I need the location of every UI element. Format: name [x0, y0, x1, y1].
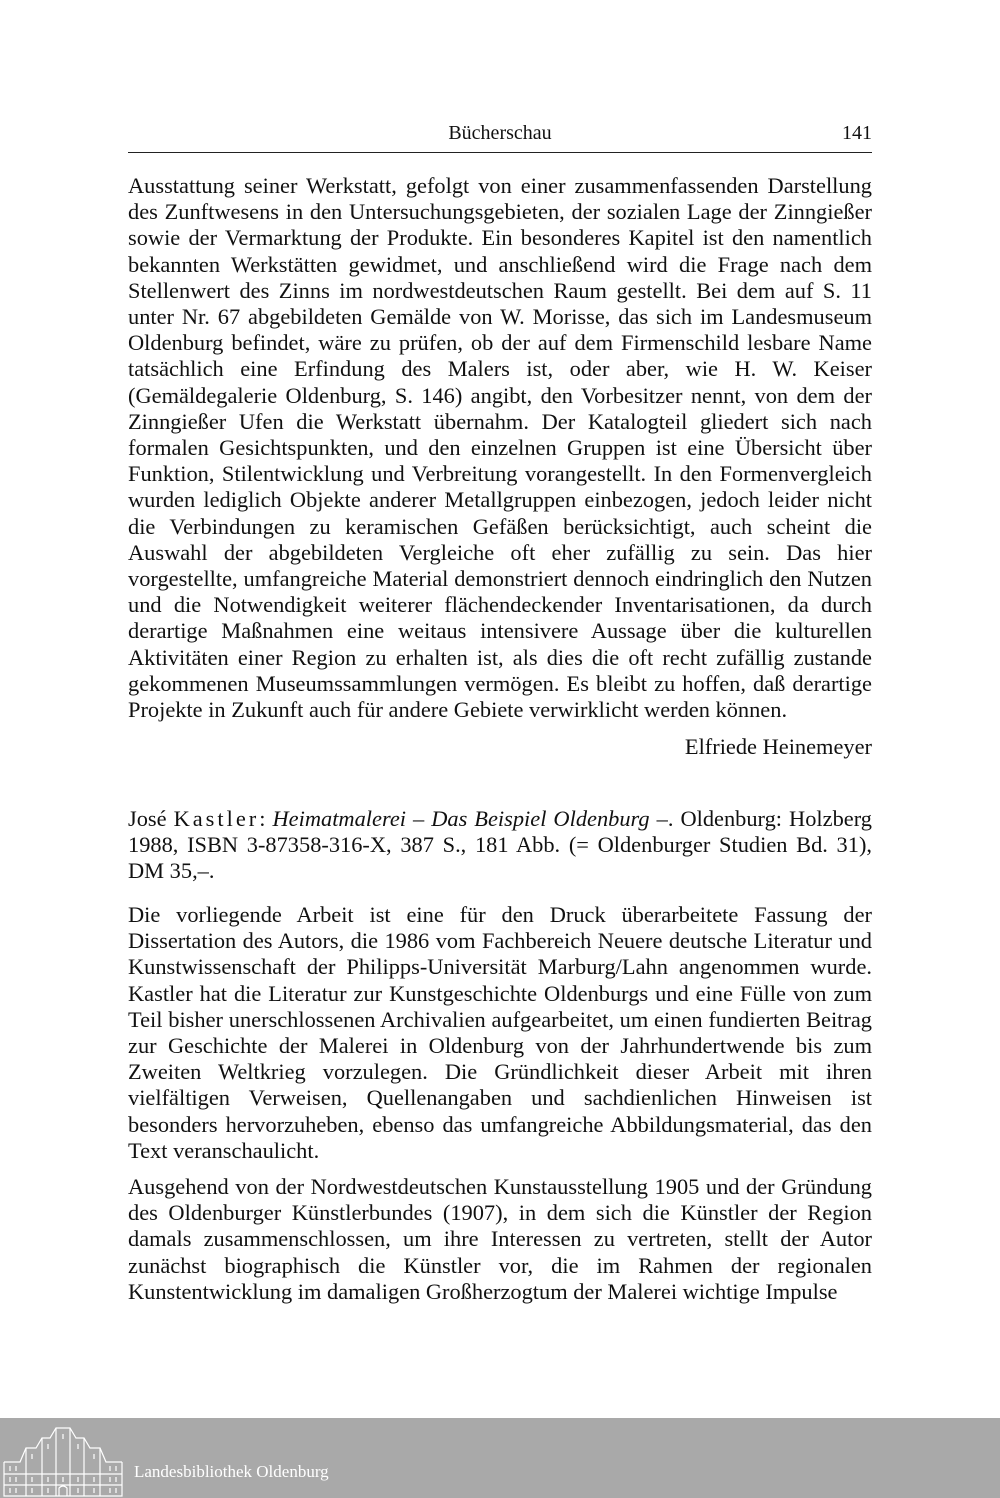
reviewer-signature: Elfriede Heinemeyer: [684, 734, 872, 759]
citation-separator: :: [259, 806, 266, 831]
page-header: [128, 118, 872, 153]
library-building-icon: [0, 1418, 126, 1498]
publication-details: –. Oldenburg: Holzberg 1988, ISBN 3-87358-316-X, 387 S., 181 Abb. (= Oldenburger Studien Bd. 31), DM 35,–.: [128, 806, 872, 884]
library-name: Landesbibliothek Oldenburg: [134, 1462, 329, 1481]
book-title: Heimatmalerei – Das Beispiel Oldenburg: [272, 806, 650, 831]
review-paragraph: Ausgehend von der Nordwestdeutschen Kunstausstellung 1905 und der Gründung des Oldenburger Künstlerbundes (1907), in dem sich die Künstler der Region damals zusammenschlossen, um ihre Interessen zu vertreten, stellt der Autor zunächst biographisch die Künstler vor, die im Rahmen der regionalen Kunstentwicklung im damaligen Großherzogtum der Malerei wichtige Impulse: [128, 1174, 872, 1304]
author-first-name: José: [128, 806, 167, 831]
book-citation: [128, 806, 872, 885]
author-last-name: Kastler: [173, 806, 260, 831]
footer-bar: [0, 1418, 1000, 1498]
review-text-continued: Ausstattung seiner Werkstatt, gefolgt von einer zusammenfassenden Darstellung des Zunftwesens in den Untersuchungsgebieten, der sozialen Lage der Zinngießer sowie der Vermarktung der Produkte. Ein besonderes Kapitel ist den namentlich bekannten Werkstätten gewidmet, und anschließend wird die Frage nach dem Stellenwert des Zinns im nordwestdeutschen Raum gestellt. Bei dem auf S. 11 unter Nr. 67 abgebildeten Gemälde von W. Morisse, das sich im Landesmuseum Oldenburg befindet, wäre zu prüfen, ob der auf dem Firmenschild lesbare Name tatsächlich eine Erfindung des Malers ist, oder aber, wie H. W. Keiser (Gemäldegalerie Oldenburg, S. 146) angibt, den Vorbesitzer nennt, von dem der Zinngießer Ufen die Werkstatt übernahm. Der Katalogteil gliedert sich nach formalen Gesichtspunkten, und den einzelnen Gruppen ist eine Übersicht über Funktion, Stilentwicklung und Verbreitung vorangestellt. In den Formenvergleich wurden lediglich Objekte anderer Metallgruppen einbezogen, jedoch leider nicht die Verbindungen zu keramischen Gefäßen berücksichtigt, auch scheint die Auswahl der abgebildeten Vergleiche oft eher zufällig zu sein. Das hier vorgestellte, umfangreiche Material demonstriert dennoch eindringlich den Nutzen und die Notwendigkeit weiterer flächendeckender Inventarisationen, da durch derartige Maßnahmen eine weitaus intensivere Aussage über die kulturellen Aktivitäten einer Region zu erhalten ist, als dies die oft recht zufällig zustande gekommenen Museumssammlungen vermögen. Es bleibt zu hoffen, daß derartige Projekte in Zukunft auch für andere Gebiete verwirklicht werden können.: [128, 173, 872, 723]
review-paragraph: Die vorliegende Arbeit ist eine für den Druck überarbeitete Fassung der Dissertation des Autors, die 1986 vom Fachbereich Neuere deutsche Literatur und Kunstwissenschaft der Philipps-Universität Marburg/Lahn angenommen wurde. Kastler hat die Literatur zur Kunstgeschichte Oldenburgs und eine Fülle von zum Teil bisher unerschlossenen Archivalien aufgearbeitet, um einen fundierten Beitrag zur Geschichte der Malerei in Oldenburg von der Jahrhundertwende bis zum Zweiten Weltkrieg vorzulegen. Die Gründlichkeit dieser Arbeit mit ihren vielfältigen Verweisen, Quellenangaben und sachdienlichen Hinweisen ist besonders hervorzuheben, ebenso das umfangreiche Abbildungsmaterial, das den Text veranschaulicht.: [128, 902, 872, 1163]
running-title: Bücherschau: [448, 122, 552, 144]
page-number: 141: [842, 122, 872, 144]
